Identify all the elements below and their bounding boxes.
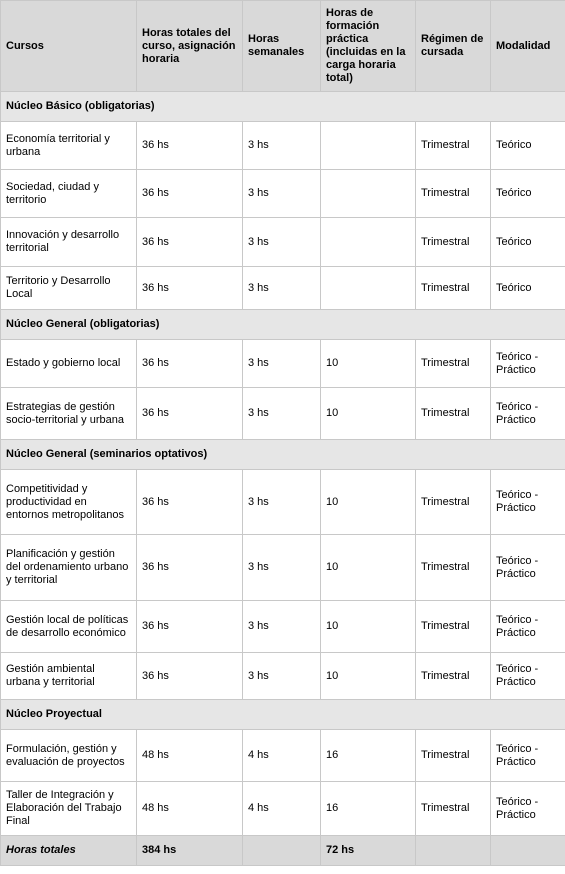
section-title: Núcleo Proyectual — [1, 700, 565, 730]
course-name-cell: Gestión ambiental urbana y territorial — [1, 653, 137, 700]
course-name-cell: Taller de Integración y Elaboración del Trabajo Final — [1, 782, 137, 836]
section-row — [1, 440, 565, 470]
table-row — [1, 170, 565, 218]
header-cursos: Cursos — [1, 1, 137, 92]
horas-practica-cell: 10 — [321, 340, 416, 388]
horas-totales-cell: 36 hs — [137, 122, 243, 170]
horas-totales-cell: 36 hs — [137, 601, 243, 653]
modalidad-cell: Teórico — [491, 122, 565, 170]
horas-practica-cell: 10 — [321, 470, 416, 535]
horas-semanales-cell: 3 hs — [243, 653, 321, 700]
course-name-cell: Estado y gobierno local — [1, 340, 137, 388]
horas-semanales-cell: 3 hs — [243, 122, 321, 170]
modalidad-cell: Teórico - Práctico — [491, 340, 565, 388]
horas-semanales-cell: 3 hs — [243, 218, 321, 267]
horas-totales-cell: 36 hs — [137, 170, 243, 218]
horas-totales-cell: 36 hs — [137, 218, 243, 267]
course-name-cell: Territorio y Desarrollo Local — [1, 267, 137, 310]
table-row — [1, 388, 565, 440]
regimen-cell: Trimestral — [416, 782, 491, 836]
section-row — [1, 92, 565, 122]
horas-semanales-cell: 3 hs — [243, 535, 321, 601]
regimen-cell: Trimestral — [416, 267, 491, 310]
table-body — [1, 92, 565, 866]
horas-totales-cell: 36 hs — [137, 388, 243, 440]
course-name-cell: Gestión local de políticas de desarrollo económico — [1, 601, 137, 653]
horas-practica-cell — [321, 267, 416, 310]
totals-label: Horas totales — [1, 836, 137, 866]
horas-totales-cell: 48 hs — [137, 782, 243, 836]
course-name-cell: Formulación, gestión y evaluación de proyectos — [1, 730, 137, 782]
regimen-cell: Trimestral — [416, 470, 491, 535]
course-name-cell: Planificación y gestión del ordenamiento urbano y territorial — [1, 535, 137, 601]
regimen-cell: Trimestral — [416, 388, 491, 440]
section-row — [1, 310, 565, 340]
modalidad-cell: Teórico — [491, 170, 565, 218]
regimen-cell: Trimestral — [416, 170, 491, 218]
header-horas-formacion: Horas de formación práctica (incluidas en la carga horaria total) — [321, 1, 416, 92]
horas-practica-cell: 10 — [321, 388, 416, 440]
horas-semanales-cell: 3 hs — [243, 340, 321, 388]
modalidad-cell: Teórico - Práctico — [491, 730, 565, 782]
course-name-cell: Innovación y desarrollo territorial — [1, 218, 137, 267]
course-name-cell: Economía territorial y urbana — [1, 122, 137, 170]
horas-practica-cell: 10 — [321, 535, 416, 601]
horas-semanales-cell: 3 hs — [243, 601, 321, 653]
header-horas-totales: Horas totales del curso, asignación horaria — [137, 1, 243, 92]
table-header — [1, 1, 565, 92]
header-modalidad: Modalidad — [491, 1, 565, 92]
regimen-cell: Trimestral — [416, 730, 491, 782]
horas-practica-cell: 16 — [321, 730, 416, 782]
modalidad-cell: Teórico - Práctico — [491, 535, 565, 601]
table-row — [1, 218, 565, 267]
table-row — [1, 470, 565, 535]
modalidad-cell: Teórico — [491, 218, 565, 267]
section-title: Núcleo General (obligatorias) — [1, 310, 565, 340]
horas-semanales-cell: 3 hs — [243, 267, 321, 310]
table-row — [1, 340, 565, 388]
horas-totales-cell: 48 hs — [137, 730, 243, 782]
totals-horas-totales: 384 hs — [137, 836, 243, 866]
modalidad-cell: Teórico - Práctico — [491, 601, 565, 653]
horas-practica-cell: 16 — [321, 782, 416, 836]
section-title: Núcleo Básico (obligatorias) — [1, 92, 565, 122]
modalidad-cell: Teórico - Práctico — [491, 470, 565, 535]
header-regimen: Régimen de cursada — [416, 1, 491, 92]
regimen-cell: Trimestral — [416, 122, 491, 170]
regimen-cell: Trimestral — [416, 653, 491, 700]
table-row — [1, 730, 565, 782]
regimen-cell: Trimestral — [416, 218, 491, 267]
course-name-cell: Estrategias de gestión socio-territorial y urbana — [1, 388, 137, 440]
table-row — [1, 267, 565, 310]
modalidad-cell: Teórico - Práctico — [491, 653, 565, 700]
modalidad-cell: Teórico - Práctico — [491, 388, 565, 440]
totals-horas-practica: 72 hs — [321, 836, 416, 866]
section-row — [1, 700, 565, 730]
horas-practica-cell — [321, 122, 416, 170]
regimen-cell: Trimestral — [416, 340, 491, 388]
table-row — [1, 782, 565, 836]
horas-practica-cell — [321, 170, 416, 218]
modalidad-cell: Teórico — [491, 267, 565, 310]
course-name-cell: Sociedad, ciudad y territorio — [1, 170, 137, 218]
header-horas-semanales: Horas semanales — [243, 1, 321, 92]
horas-totales-cell: 36 hs — [137, 653, 243, 700]
horas-practica-cell: 10 — [321, 601, 416, 653]
horas-semanales-cell: 4 hs — [243, 730, 321, 782]
table-row — [1, 122, 565, 170]
horas-totales-cell: 36 hs — [137, 470, 243, 535]
totals-horas-semanales — [243, 836, 321, 866]
totals-regimen — [416, 836, 491, 866]
table-row — [1, 535, 565, 601]
horas-totales-cell: 36 hs — [137, 267, 243, 310]
course-name-cell: Competitividad y productividad en entornos metropolitanos — [1, 470, 137, 535]
table-row — [1, 601, 565, 653]
horas-totales-cell: 36 hs — [137, 340, 243, 388]
modalidad-cell: Teórico - Práctico — [491, 782, 565, 836]
horas-practica-cell: 10 — [321, 653, 416, 700]
regimen-cell: Trimestral — [416, 535, 491, 601]
horas-semanales-cell: 3 hs — [243, 470, 321, 535]
header-row — [1, 1, 565, 92]
section-title: Núcleo General (seminarios optativos) — [1, 440, 565, 470]
horas-totales-cell: 36 hs — [137, 535, 243, 601]
table-row — [1, 653, 565, 700]
totals-modalidad — [491, 836, 565, 866]
totals-row — [1, 836, 565, 866]
regimen-cell: Trimestral — [416, 601, 491, 653]
horas-semanales-cell: 3 hs — [243, 388, 321, 440]
horas-semanales-cell: 3 hs — [243, 170, 321, 218]
horas-semanales-cell: 4 hs — [243, 782, 321, 836]
horas-practica-cell — [321, 218, 416, 267]
